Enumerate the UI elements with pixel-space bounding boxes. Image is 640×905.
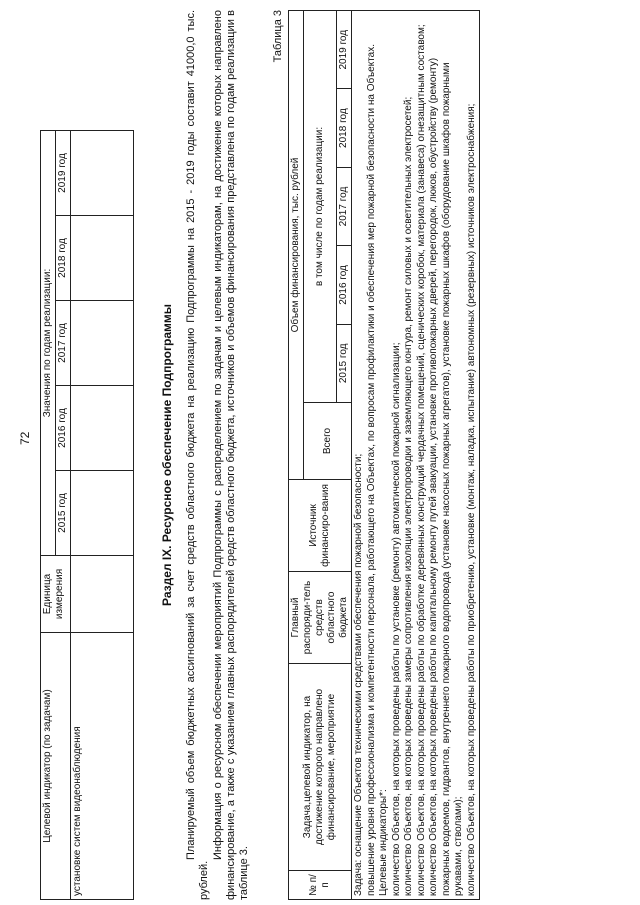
- rotated-page-content: [40, 10, 630, 900]
- year-header: 2017 год: [337, 167, 352, 245]
- task-description-cell: [352, 11, 480, 900]
- body-line: количество Объектов, на которых проведены работы по приобретению, установке (монтаж, наладка, испытание) автономных (резервных) источников электроснабжения;: [465, 103, 477, 896]
- values-by-year-header: Значения по годам реализации:: [41, 131, 56, 556]
- paragraph: Планируемый объем бюджетных ассигнований за счет средств областного бюджета на реализацию Подпрограммы на 2015 - 2019 годы составит 41000,0 тыс. рублей.: [185, 10, 211, 900]
- table-caption: Таблица 3: [272, 10, 284, 63]
- page-number: 72: [18, 431, 32, 445]
- year-header: 2017 год: [56, 301, 71, 386]
- including-years-header: в том числе по годам реализации:: [304, 11, 337, 403]
- body-line: количество Объектов, на которых проведены работы по обработке деревянных конструкций чердачных помещений, сценических коробок, материала (занавеса) огнезащитным составом;: [415, 24, 427, 896]
- value-cell: [71, 131, 134, 216]
- value-cell: [71, 216, 134, 301]
- manager-header: Главный распоряди-тель средств областного бюджета: [289, 572, 352, 664]
- source-header: Источник финансиро-вания: [289, 480, 352, 572]
- year-header: 2018 год: [56, 216, 71, 301]
- body-line: Целевые индикаторы*:: [378, 789, 389, 896]
- year-header: 2018 год: [337, 89, 352, 167]
- indicator-header: Целевой индикатор (по задачам): [41, 633, 71, 900]
- section-title: Раздел IX. Ресурсное обеспечение Подпрограммы: [160, 303, 174, 607]
- indicator-cell: установке систем видеонаблюдения: [71, 633, 134, 900]
- value-cell: [71, 386, 134, 471]
- resources-table: [288, 10, 480, 900]
- total-header: Всего: [304, 403, 352, 480]
- body-line: повышение уровня профессионализма и компетентности персонала, работающего на Объектах, по вопросам профилактики и обеспечения мер пожарной безопасности на Объектах.: [365, 43, 377, 896]
- year-header: 2019 год: [337, 11, 352, 89]
- unit-header: Единица измерения: [41, 556, 71, 633]
- unit-cell: [71, 556, 134, 633]
- year-header: 2016 год: [56, 386, 71, 471]
- indicators-table: [40, 130, 134, 900]
- year-header: 2015 год: [337, 324, 352, 402]
- table-row: [71, 131, 134, 900]
- body-line: количество Объектов, на которых проведены замеры сопротивления изоляции электропроводки и заземляющего контура, ремонт силовых и осветительных электросетей;: [403, 96, 414, 896]
- body-line: количество Объектов, на которых проведены работы по установке (ремонту) автоматической пожарной сигнализации;: [390, 342, 402, 896]
- volume-header: Объем финансирования, тыс. рублей: [289, 11, 304, 480]
- body-line: Задача: оснащение Объектов техническими средствами обеспечения пожарной безопасности;: [353, 453, 364, 896]
- year-header: 2019 год: [56, 131, 71, 216]
- value-cell: [71, 471, 134, 556]
- num-header: № п/п: [289, 871, 352, 900]
- year-header: 2015 год: [56, 471, 71, 556]
- task-header: Задача,целевой индикатор, на достижение которого направлено финансирование, мероприятие: [289, 664, 352, 871]
- body-line: количество Объектов, на которых проведены работы по капитальному ремонту путей эвакуации, установке противопожарных дверей, перегородок, люков, обустройству (ремонту) пожарных водоемов, гидрантов, внутреннего пожарного водопровода (установке насосных пожарных агрегатов), установке пожарных шкафов (оборудование шкафов пожарными рукавами, стволами);: [428, 57, 464, 896]
- table-row: [352, 11, 480, 900]
- year-header: 2016 год: [337, 246, 352, 324]
- paragraph: Информация о ресурсном обеспечении мероприятий Подпрограммы с распределением по задачам и целевым индикаторам, на достижение которых направлено финансирование, а также с указанием главных распорядителей средств областного бюджета, источников и объемов финансирования представлена по годам реализации в таблице 3.: [212, 10, 251, 900]
- value-cell: [71, 301, 134, 386]
